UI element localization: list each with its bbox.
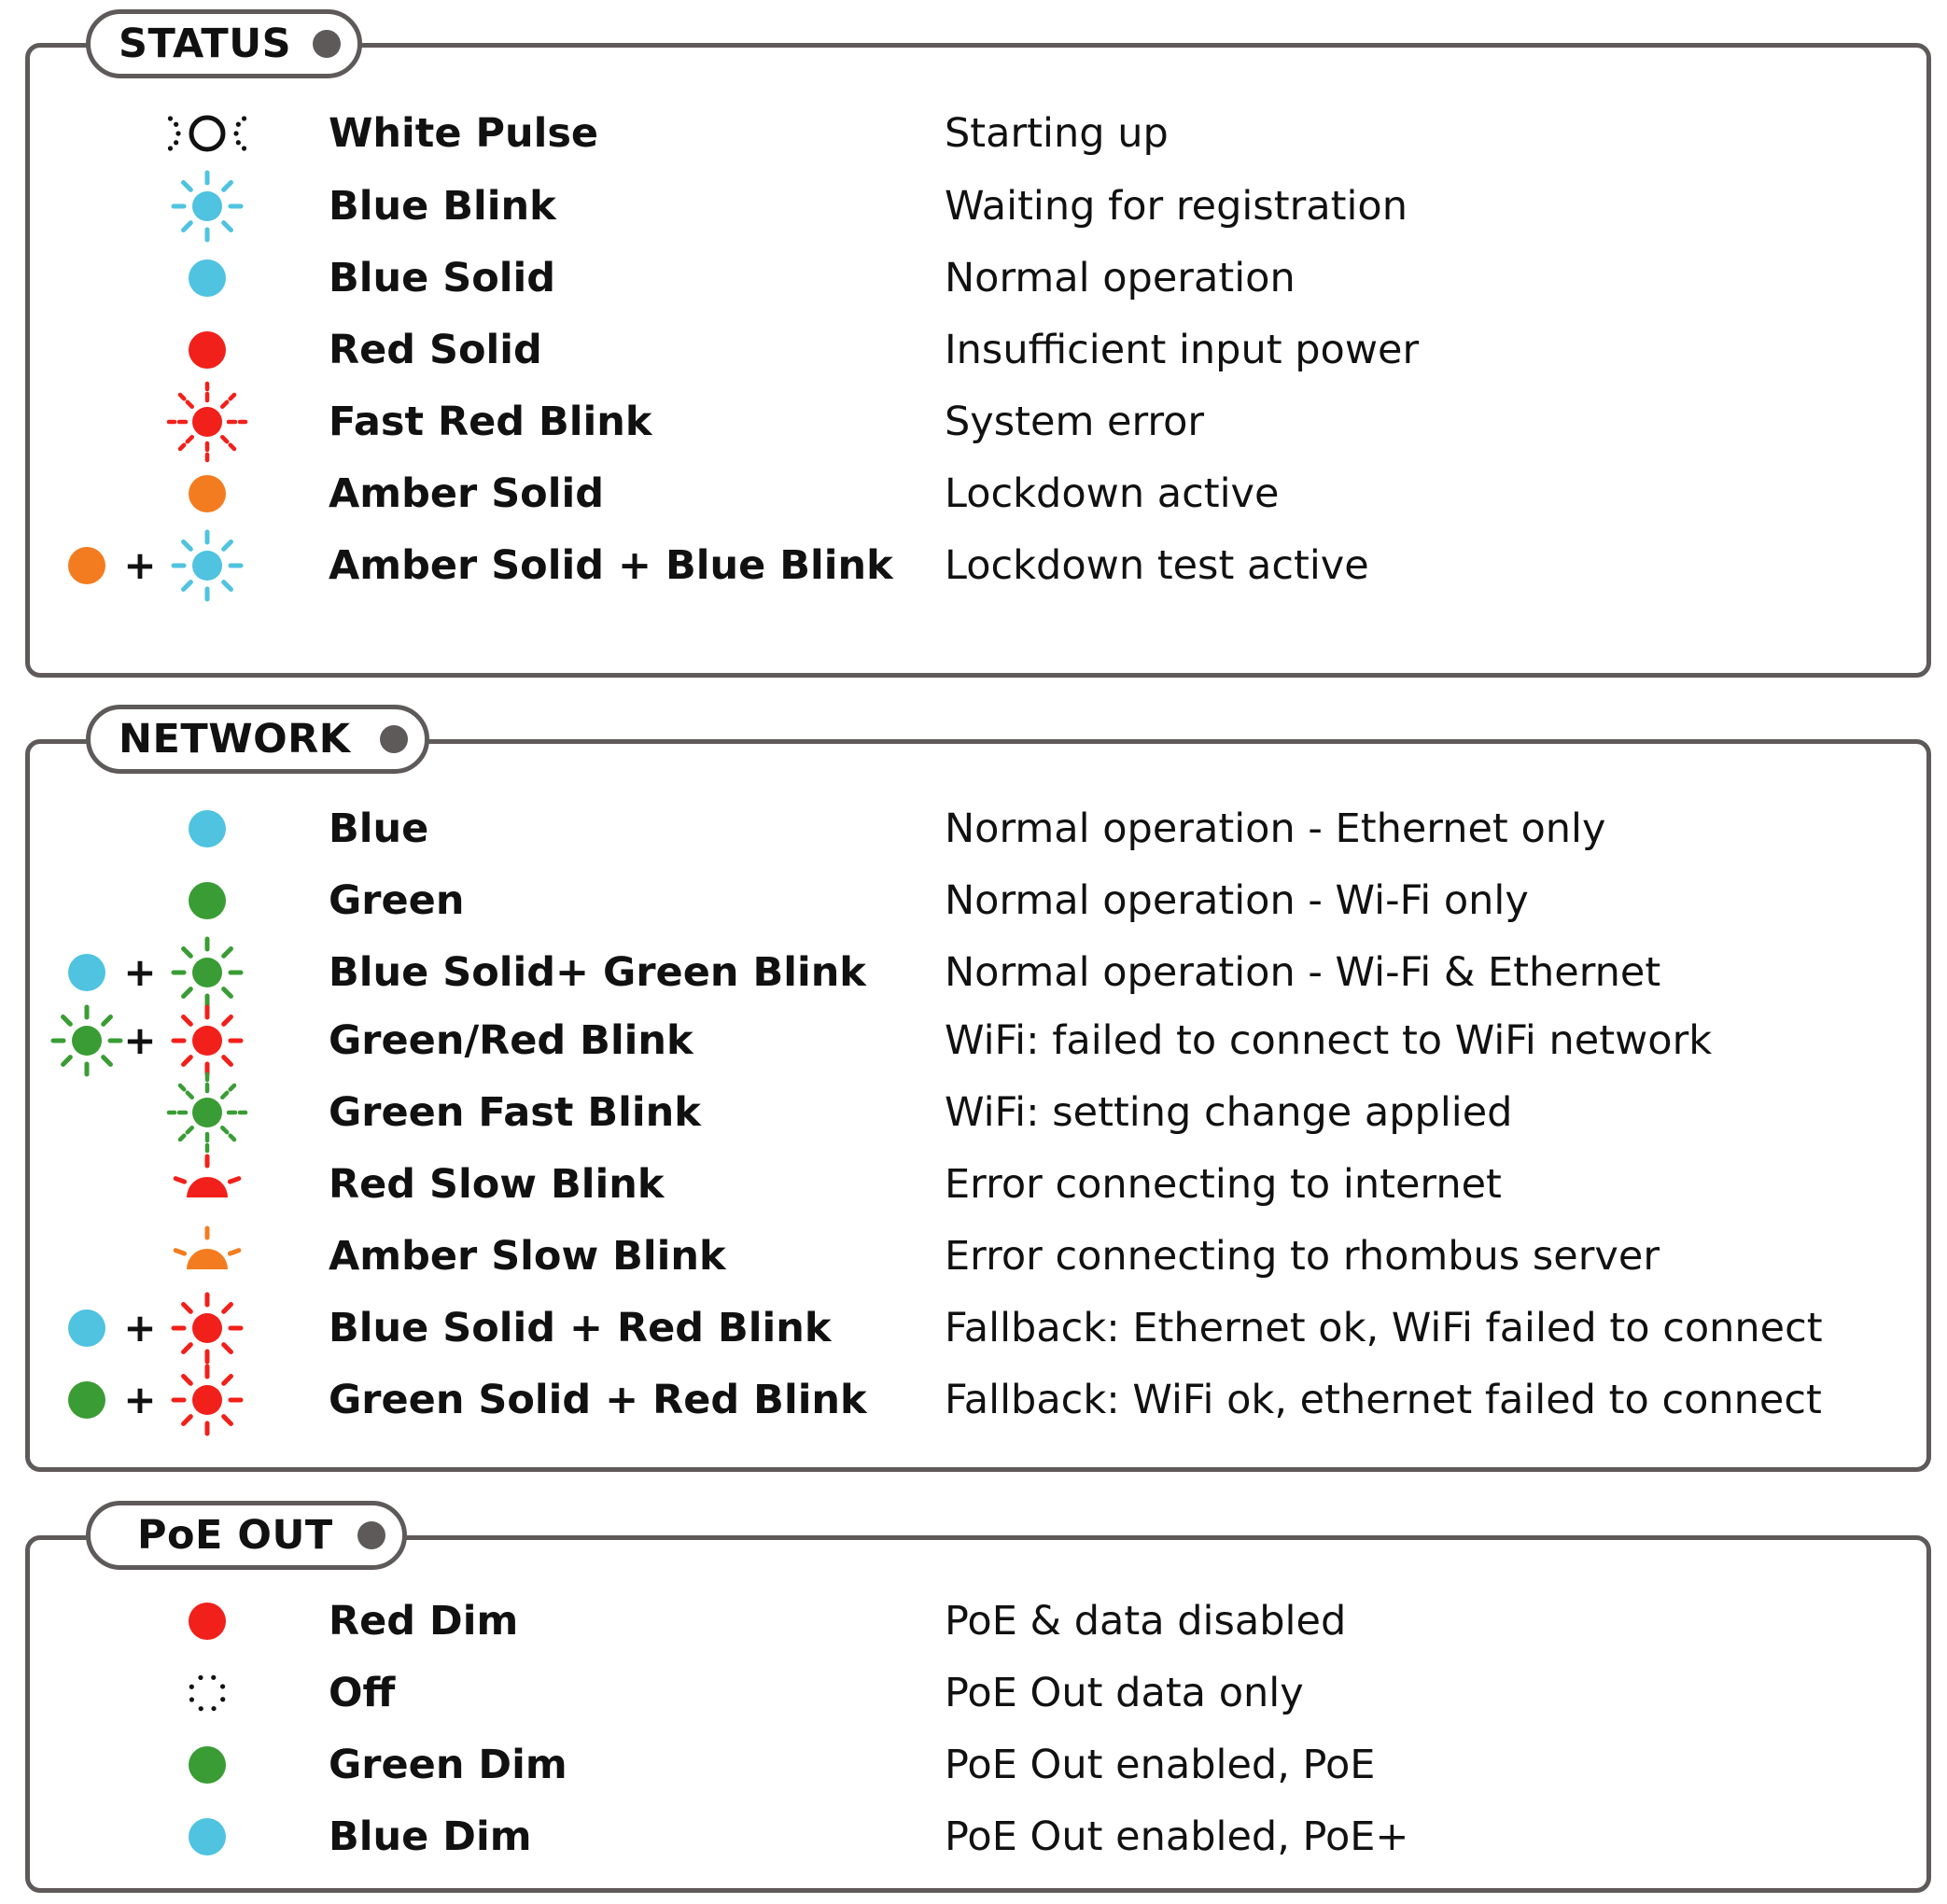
led-description: PoE Out enabled, PoE+ — [945, 1813, 1409, 1860]
network-row — [0, 1369, 1947, 1431]
led-label: White Pulse — [329, 110, 599, 157]
led-description: Fallback: WiFi ok, ethernet failed to connect — [945, 1377, 1822, 1423]
led-label: Amber Slow Blink — [329, 1233, 726, 1280]
status-row — [0, 391, 1947, 453]
network-row — [0, 942, 1947, 1003]
red-solid-indicator — [0, 1590, 280, 1652]
blue-solid-icon — [68, 954, 105, 991]
status-row — [0, 319, 1947, 381]
white-pulse-indicator — [0, 103, 280, 164]
poe-out-section-title: PoE OUT — [137, 1512, 333, 1559]
led-description: Fallback: Ethernet ok, WiFi failed to connect — [945, 1305, 1823, 1351]
led-description: PoE & data disabled — [945, 1598, 1347, 1645]
led-label: Blue — [329, 805, 429, 852]
amber-solid-plus-blue-blink-indicator — [0, 535, 280, 596]
green-solid-plus-red-blink-indicator — [0, 1369, 280, 1431]
poe-out-row — [0, 1806, 1947, 1868]
blue-solid-indicator — [0, 247, 280, 309]
status-row — [0, 103, 1947, 164]
led-description: Lockdown active — [945, 470, 1280, 517]
led-label: Blue Solid + Red Blink — [329, 1305, 832, 1351]
green-solid-indicator — [0, 1734, 280, 1796]
red-blink-icon — [174, 1366, 241, 1434]
led-label: Blue Solid+ Green Blink — [329, 949, 866, 996]
red-fast-blink-icon — [169, 384, 245, 460]
poe-out-row — [0, 1734, 1947, 1796]
led-label: Amber Solid — [329, 470, 604, 517]
status-row — [0, 463, 1947, 525]
blue-solid-icon — [189, 810, 226, 847]
led-label: Green/Red Blink — [329, 1017, 693, 1064]
blue-solid-plus-red-blink-indicator — [0, 1297, 280, 1359]
led-label: Red Dim — [329, 1598, 519, 1645]
amber-slow-blink-indicator — [0, 1225, 280, 1287]
led-label: Green Dim — [329, 1742, 567, 1788]
plus-sign: + — [123, 949, 157, 995]
amber-solid-icon — [189, 475, 226, 512]
led-label: Blue Solid — [329, 255, 556, 301]
red-slow-blink-indicator — [0, 1154, 280, 1215]
off-icon — [189, 1675, 226, 1712]
green-fast-blink-icon — [169, 1074, 245, 1151]
blue-solid-indicator — [0, 798, 280, 860]
led-label: Red Slow Blink — [329, 1161, 665, 1208]
led-label: Red Solid — [329, 327, 542, 373]
network-row — [0, 870, 1947, 931]
led-label: Green — [329, 877, 465, 924]
led-description: Error connecting to internet — [945, 1161, 1502, 1208]
amber-solid-indicator — [0, 463, 280, 525]
network-row — [0, 1225, 1947, 1287]
led-description: System error — [945, 399, 1205, 445]
red-solid-icon — [189, 331, 226, 369]
led-description: WiFi: setting change applied — [945, 1089, 1513, 1136]
poe-out-section-tag — [86, 1501, 407, 1570]
red-blink-icon — [174, 1295, 241, 1362]
blue-blink-indicator — [0, 175, 280, 237]
green-fast-blink-indicator — [0, 1082, 280, 1143]
green-blink-icon — [174, 939, 241, 1006]
green-solid-icon — [189, 1746, 226, 1784]
red-blink-icon — [174, 1007, 241, 1074]
red-fast-blink-indicator — [0, 391, 280, 453]
led-label: Green Fast Blink — [329, 1089, 701, 1136]
status-section-title: STATUS — [119, 21, 292, 67]
led-description: Lockdown test active — [945, 542, 1369, 589]
led-description: Waiting for registration — [945, 183, 1408, 230]
green-solid-icon — [68, 1381, 105, 1419]
network-row — [0, 1154, 1947, 1215]
green-red-blink-indicator — [0, 1010, 280, 1071]
red-solid-icon — [189, 1603, 226, 1640]
network-row — [0, 798, 1947, 860]
led-label: Blue Blink — [329, 183, 556, 230]
blue-solid-icon — [189, 259, 226, 297]
led-label: Green Solid + Red Blink — [329, 1377, 867, 1423]
plus-sign: + — [123, 1305, 157, 1351]
status-tag-dot-icon — [313, 30, 341, 58]
green-solid-indicator — [0, 870, 280, 931]
amber-solid-icon — [68, 547, 105, 584]
amber-slow-blink-icon — [175, 1228, 239, 1269]
status-row — [0, 175, 1947, 237]
blue-solid-plus-green-blink-indicator — [0, 942, 280, 1003]
led-description: Error connecting to rhombus server — [945, 1233, 1660, 1280]
status-row — [0, 535, 1947, 596]
led-description: Normal operation - Wi-Fi only — [945, 877, 1529, 924]
led-label: Off — [329, 1670, 396, 1716]
blue-solid-icon — [189, 1818, 226, 1855]
white-pulse-icon — [168, 116, 246, 150]
blue-solid-indicator — [0, 1806, 280, 1868]
led-description: PoE Out data only — [945, 1670, 1304, 1716]
network-section-tag — [86, 705, 429, 774]
red-solid-indicator — [0, 319, 280, 381]
led-description: Normal operation - Ethernet only — [945, 805, 1606, 852]
poe-out-row — [0, 1662, 1947, 1724]
poe-out-row — [0, 1590, 1947, 1652]
green-blink-icon — [53, 1007, 120, 1074]
network-row — [0, 1082, 1947, 1143]
led-description: Normal operation — [945, 255, 1296, 301]
led-label: Fast Red Blink — [329, 399, 652, 445]
led-description: PoE Out enabled, PoE — [945, 1742, 1376, 1788]
blue-blink-icon — [174, 532, 241, 599]
network-section-title: NETWORK — [119, 716, 351, 763]
status-section-tag — [86, 9, 362, 78]
network-row — [0, 1297, 1947, 1359]
led-description: Normal operation - Wi-Fi & Ethernet — [945, 949, 1661, 996]
blue-solid-icon — [68, 1309, 105, 1347]
plus-sign: + — [123, 1017, 157, 1063]
led-label: Blue Dim — [329, 1813, 532, 1860]
blue-blink-icon — [174, 173, 241, 240]
status-row — [0, 247, 1947, 309]
led-label: Amber Solid + Blue Blink — [329, 542, 893, 589]
network-tag-dot-icon — [380, 725, 408, 753]
green-solid-icon — [189, 882, 226, 919]
led-description: Starting up — [945, 110, 1169, 157]
led-description: WiFi: failed to connect to WiFi network — [945, 1017, 1713, 1064]
poe-out-tag-dot-icon — [357, 1521, 385, 1549]
plus-sign: + — [123, 1377, 157, 1422]
led-description: Insufficient input power — [945, 327, 1420, 373]
off-indicator — [0, 1662, 280, 1724]
network-row — [0, 1010, 1947, 1071]
red-slow-blink-icon — [175, 1156, 239, 1197]
plus-sign: + — [123, 542, 157, 588]
